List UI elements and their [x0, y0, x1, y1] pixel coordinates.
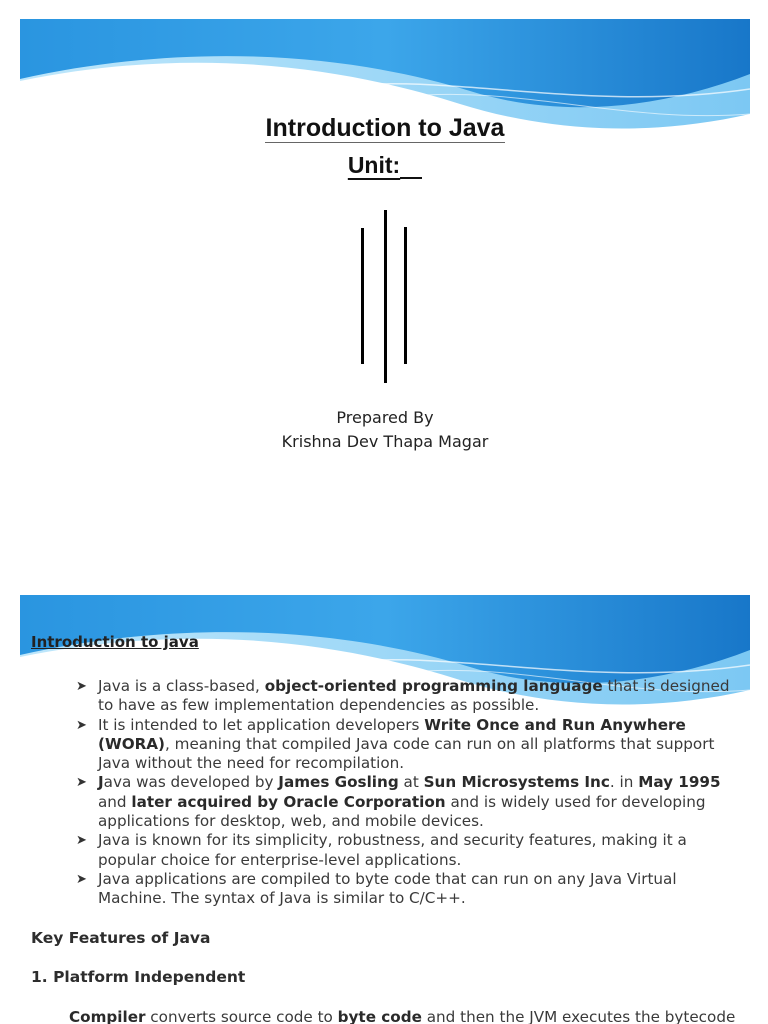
arrow-bullet-icon: ➤ — [76, 679, 87, 694]
list-item: ➤ It is intended to let application developers Write Once and Run Anywhere (WORA), meaning that compiled Java code can run on all platforms that support Java without the need for recompilation. — [76, 715, 715, 773]
intro-slide — [20, 595, 750, 1024]
feature-paragraph: Compiler converts source code to byte code and then the JVM executes the bytecode — [69, 1008, 736, 1024]
arrow-bullet-icon: ➤ — [76, 717, 87, 733]
prepared-by-label: Prepared By — [336, 408, 434, 427]
section-heading: Introduction to java — [31, 633, 199, 651]
features-heading: Key Features of Java — [31, 929, 211, 947]
list-item: ➤ Java is a class-based, object-oriented programming language that is designed to have as few implementation dependencies as possible. — [76, 677, 730, 715]
cover-unit: Unit: — [20, 152, 750, 179]
list-item: ➤ Java was developed by James Gosling at Sun Microsystems Inc. in May 1995 and later acquired by Oracle Corporation and is widely used for developing applications for desktop, web, and mobile devices. — [76, 773, 721, 831]
cover-slide — [20, 19, 750, 549]
list-item: ➤ Java applications are compiled to byte code that can run on any Java Virtual Machine. The syntax of Java is similar to C/C++. — [76, 869, 677, 908]
author-name: Krishna Dev Thapa Magar — [281, 432, 489, 451]
cover-title: Introduction to Java — [265, 114, 505, 142]
list-item: ➤ Java is known for its simplicity, robustness, and security features, making it a popular choice for enterprise-level applications. — [76, 831, 687, 869]
intro-bullet-list — [76, 677, 736, 909]
arrow-bullet-icon: ➤ — [76, 833, 87, 849]
feature-subheading: 1. Platform Independent — [31, 968, 246, 986]
arrow-bullet-icon: ➤ — [76, 775, 87, 791]
arrow-bullet-icon: ➤ — [76, 871, 87, 887]
